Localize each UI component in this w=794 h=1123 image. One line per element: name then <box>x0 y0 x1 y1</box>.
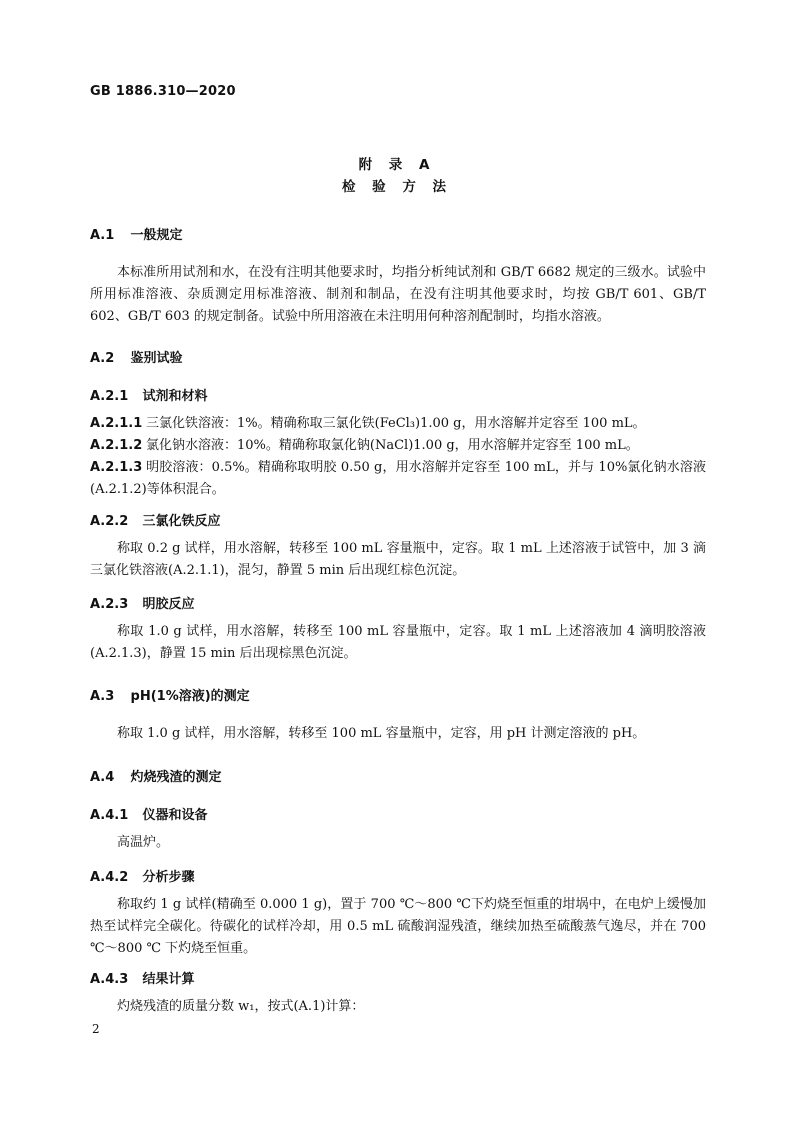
appendix-label: 附 录 A <box>358 157 436 173</box>
section-a4-heading <box>90 766 222 785</box>
section-a42-heading <box>90 866 195 885</box>
section-number: A.2.1 <box>90 389 129 404</box>
section-a23-text: 称取 1.0 g 试样，用水溶解，转移至 100 mL 容量瓶中，定容。取 1 mL 上述溶液加 4 滴明胶溶液(A.2.1.3)，静置 15 min 后出现棕黑色沉淀。 <box>90 624 706 661</box>
section-a43-text: 灼烧残渣的质量分数 w₁，按式(A.1)计算： <box>117 999 365 1014</box>
item-text: 氯化钠水溶液：10%。精确称取氯化钠(NaCl)1.00 g，用水溶解并定容至 100 mL。 <box>146 438 639 453</box>
section-a42-text: 称取约 1 g 试样(精确至 0.000 1 g)，置于 700 ℃～800 ℃下灼烧至恒重的坩埚中，在电炉上缓慢加热至试样完全碳化。待碳化的试样冷却，用 0.5 mL 硫酸润湿残渣，继续加热至硫酸蒸气逸尽，并在 700 ℃～800 ℃ 下灼烧至恒重。 <box>90 897 706 956</box>
section-title: 结果计算 <box>142 972 195 987</box>
section-number: A.2 <box>90 351 115 366</box>
section-number: A.4.1 <box>90 808 129 823</box>
section-a3-heading <box>90 685 250 704</box>
section-a2-heading <box>90 347 183 366</box>
section-title: 明胶反应 <box>142 597 195 612</box>
section-number: A.4.2 <box>90 870 129 885</box>
list-item <box>90 413 706 435</box>
section-a41-heading <box>90 804 208 823</box>
appendix-title: 检 验 方 法 <box>341 179 453 195</box>
item-text: 明胶溶液：0.5%。精确称取明胶 0.50 g，用水溶解并定容至 100 mL，并与 10%氯化钠水溶液(A.2.1.2)等体积混合。 <box>90 460 706 497</box>
list-item <box>90 435 706 457</box>
section-a43-heading <box>90 968 195 987</box>
list-item <box>90 457 706 501</box>
section-a21-heading <box>90 385 208 404</box>
section-number: A.2.3 <box>90 597 129 612</box>
section-a3-text: 称取 1.0 g 试样，用水溶解，转移至 100 mL 容量瓶中，定容，用 pH 计测定溶液的 pH。 <box>117 726 646 741</box>
section-title: 一般规定 <box>130 228 183 243</box>
section-a22-heading <box>90 510 221 529</box>
page-number: 2 <box>92 1022 100 1036</box>
section-title: 鉴别试验 <box>130 351 183 366</box>
section-a1-text: 本标准所用试剂和水，在没有注明其他要求时，均指分析纯试剂和 GB/T 6682 规定的三级水。试验中所用标准溶液、杂质测定用标准溶液、制剂和制品，在没有注明其他要求时，均按 GB/T 601、GB/T 602、GB/T 603 的规定制备。试验中所用溶液在未注明用何种溶剂配制时，均指水溶液。 <box>90 265 706 324</box>
section-number: A.2.2 <box>90 514 129 529</box>
section-a41-text: 高温炉。 <box>117 835 170 850</box>
section-number: A.3 <box>90 689 115 704</box>
item-number: A.2.1.2 <box>90 438 143 453</box>
section-title: 分析步骤 <box>142 870 195 885</box>
section-title: 试剂和材料 <box>142 389 208 404</box>
section-title: 灼烧残渣的测定 <box>130 770 222 785</box>
section-number: A.4.3 <box>90 972 129 987</box>
section-number: A.4 <box>90 770 115 785</box>
section-a1-heading <box>90 224 183 243</box>
section-title: 仪器和设备 <box>142 808 208 823</box>
section-title: 三氯化铁反应 <box>142 514 221 529</box>
section-title: pH(1%溶液)的测定 <box>130 689 250 704</box>
item-text: 三氯化铁溶液：1%。精确称取三氯化铁(FeCl₃)1.00 g，用水溶解并定容至 100 mL。 <box>146 416 646 431</box>
section-a23-heading <box>90 593 195 612</box>
standard-code: GB 1886.310—2020 <box>90 84 236 99</box>
item-number: A.2.1.1 <box>90 416 143 431</box>
section-number: A.1 <box>90 228 115 243</box>
section-a22-text: 称取 0.2 g 试样，用水溶解，转移至 100 mL 容量瓶中，定容。取 1 mL 上述溶液于试管中，加 3 滴三氯化铁溶液(A.2.1.1)，混匀，静置 5 min 后出现红棕色沉淀。 <box>90 541 706 578</box>
item-number: A.2.1.3 <box>90 460 143 475</box>
